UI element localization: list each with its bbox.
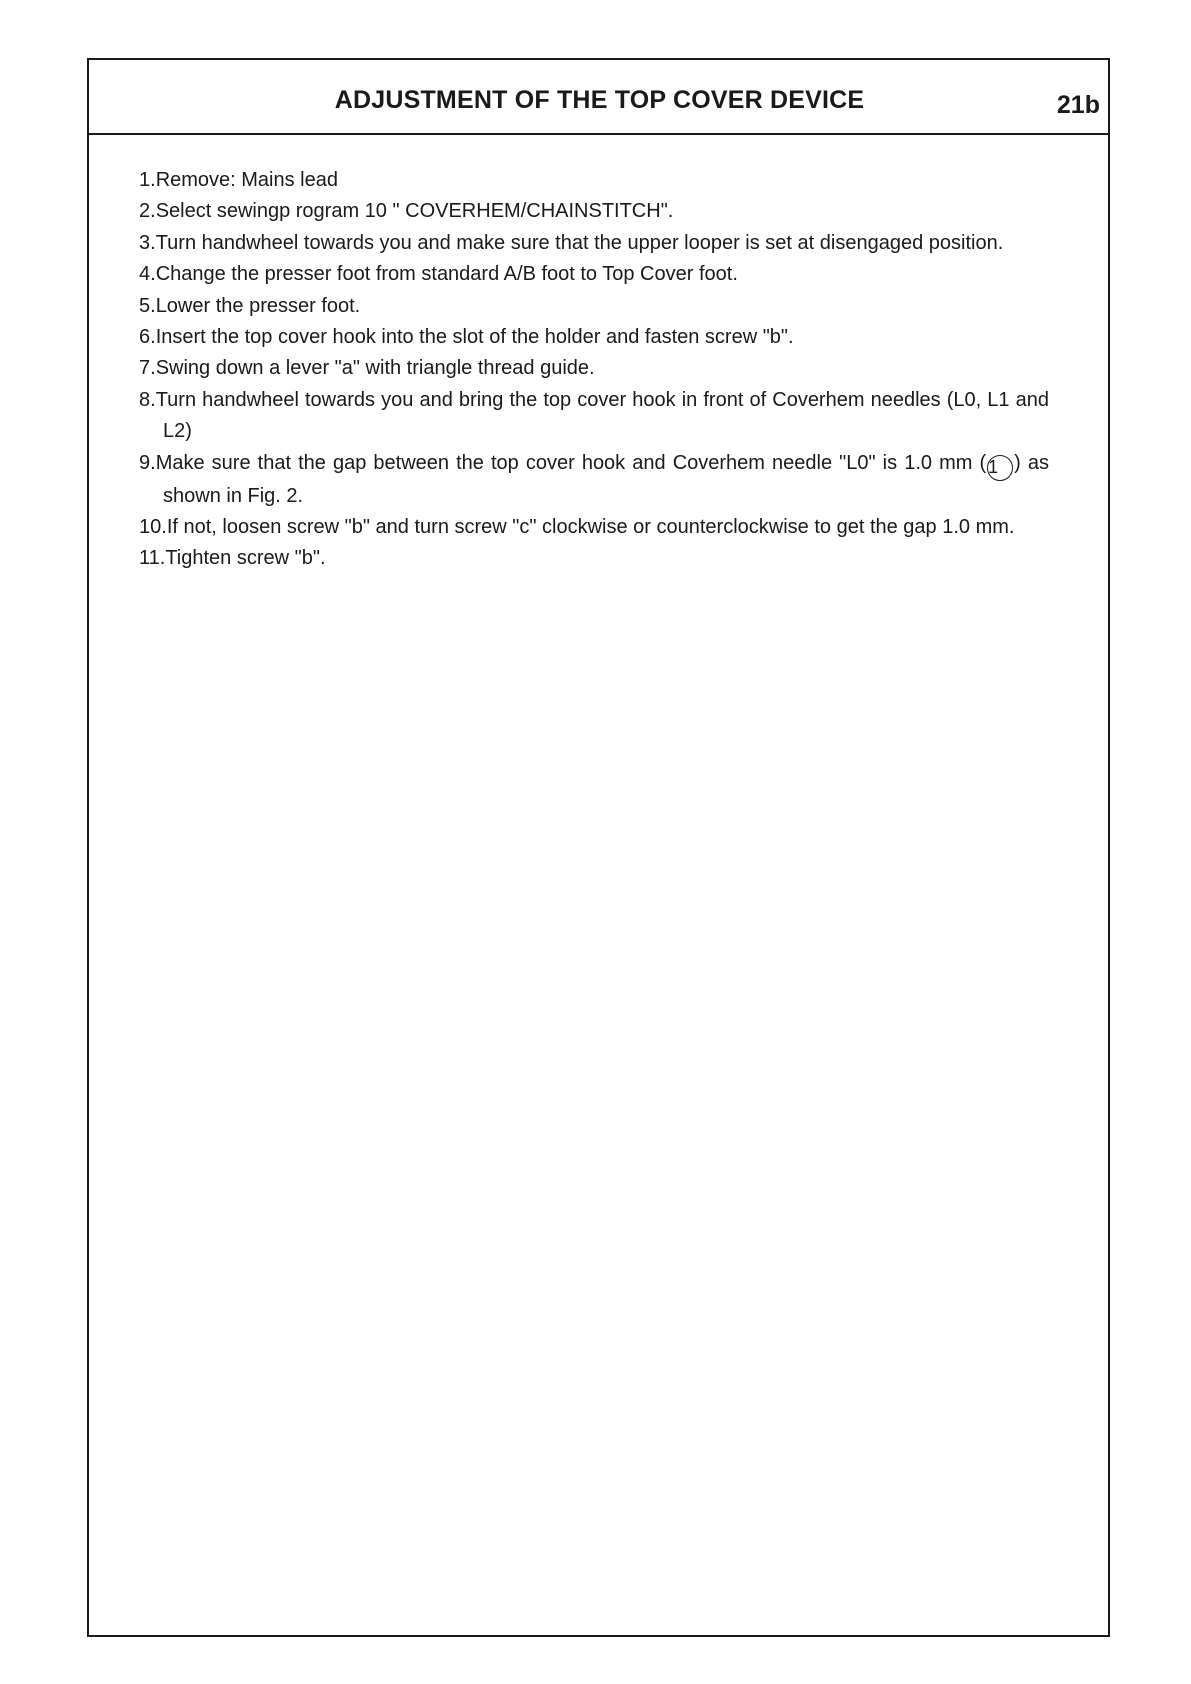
step-number: 2. — [139, 200, 156, 223]
step-number: 1. — [139, 169, 156, 191]
step-text: Insert the top cover hook into the slot of the holder and fasten screw "b". — [155, 326, 794, 349]
step-number: 4. — [139, 263, 156, 286]
instruction-step-8 — [139, 385, 1049, 448]
step-text: Remove: Mains lead — [155, 169, 338, 191]
instruction-step-11 — [139, 543, 1049, 574]
step-number: 3. — [139, 231, 156, 254]
step-text: Turn handwheel towards you and bring the top cover hook in front of Coverhem needles (L0, L1 and L2) — [155, 388, 1049, 443]
step-text: Turn handwheel towards you and make sure that the upper looper is set at disengaged position. — [155, 231, 1004, 254]
instruction-step-3 — [139, 228, 1049, 259]
step-text: Make sure that the gap between the top cover hook and Coverhem needle "L0" is 1.0 mm ( — [155, 451, 987, 474]
instruction-step-7 — [139, 353, 1049, 384]
page-number: 21b — [1056, 91, 1100, 119]
circled-reference-marker: 1 — [987, 455, 1013, 481]
step-text: If not, loosen screw "b" and turn screw "c" clockwise or counterclockwise to get the gap 1.0 mm. — [166, 516, 1015, 539]
step-text: Tighten screw "b". — [165, 547, 326, 570]
instruction-step-9 — [139, 448, 1049, 512]
step-number: 11. — [139, 547, 166, 570]
instruction-step-6 — [139, 322, 1049, 353]
step-number: 6. — [139, 326, 156, 349]
step-text: Change the presser foot from standard A/B foot to Top Cover foot. — [155, 263, 738, 286]
instruction-step-10 — [139, 512, 1049, 543]
instruction-list — [139, 165, 1049, 575]
step-text: Swing down a lever "a" with triangle thread guide. — [155, 357, 595, 380]
step-number: 5. — [139, 294, 156, 317]
instruction-step-5 — [139, 291, 1049, 322]
step-text: Lower the presser foot. — [155, 294, 361, 317]
page-title: ADJUSTMENT OF THE TOP COVER DEVICE — [334, 86, 865, 114]
step-number: 9. — [139, 451, 156, 474]
page-frame — [87, 58, 1110, 1637]
instruction-step-2 — [139, 196, 1049, 227]
instruction-step-4 — [139, 259, 1049, 290]
page-header — [89, 60, 1108, 135]
step-text: ) as shown in Fig. 2. — [163, 451, 1049, 507]
instruction-step-1 — [139, 165, 1049, 196]
step-text: Select sewingp rogram 10 " COVERHEM/CHAINSTITCH". — [155, 200, 674, 223]
step-number: 8. — [139, 388, 156, 411]
step-number: 7. — [139, 357, 156, 380]
step-number: 10. — [139, 516, 167, 539]
